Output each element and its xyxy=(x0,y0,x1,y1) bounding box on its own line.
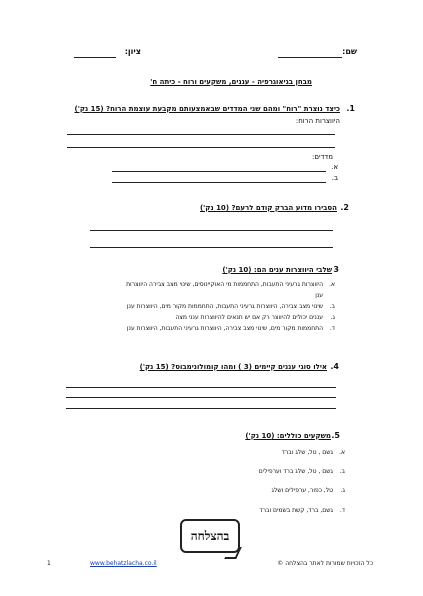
website-link[interactable]: www.behatzlacha.co.il xyxy=(90,560,157,567)
q1-measure-a-line xyxy=(112,171,326,172)
name-label: שם: xyxy=(342,47,357,56)
q2-answer-line xyxy=(90,247,333,248)
q1-measure-a-letter: א. xyxy=(331,163,338,171)
q1-answer-line xyxy=(67,134,335,135)
q3-option-c-text: עננים יכולים להיווצר רק אם יש תנאים להיווצרות ענני מצה xyxy=(175,314,323,321)
q5-number: 5. xyxy=(331,431,340,440)
q5-option-c-text: טל, כפור, ערפילים ושלג xyxy=(271,487,333,494)
q1-answer-line xyxy=(67,147,335,148)
q5-option-d-text: גשם, ברד, קשת בשמים וברד xyxy=(259,507,333,514)
q5-option-b-letter: ב. xyxy=(339,468,345,475)
q4-text: אילו סוגי עננים קיימים (3 ) ומהו קומולונימבוס? (15 נק') xyxy=(139,363,327,371)
q3-option-a-continuation: ענן xyxy=(315,292,323,299)
q4-number: 4. xyxy=(330,362,339,371)
grade-label: ציון: xyxy=(124,47,141,56)
q1-number: 1. xyxy=(346,104,355,113)
page-title: מבחן בגיאוגרפיה - עננים, משקעים ורוח - כיתה ח' xyxy=(150,78,312,86)
q4-answer-line xyxy=(66,408,336,409)
q1-measure-b-line xyxy=(112,182,326,183)
q5-option-c-letter: ג. xyxy=(340,487,345,494)
q1-measures-label: מדדים: xyxy=(312,153,333,161)
q5-option-a-text: גשם , טל, שלג וברד xyxy=(281,449,333,456)
q4-answer-line xyxy=(66,397,336,398)
logo-text: בהצלחה xyxy=(190,528,230,543)
q5-option-b-text: גשם , טל, שלג ברד וערפילים xyxy=(258,468,333,475)
q3-option-c-letter: ג. xyxy=(330,314,335,321)
q2-answer-line xyxy=(90,230,333,231)
copyright-text: כל הזכויות שמורות לאתר בהצלחה © xyxy=(277,560,373,567)
q1-text: כיצד נוצרת "רוח" ומהם שני המדדים שבאמצעותם מקבעת עוצמת הרוח? (15 נק') xyxy=(74,105,340,113)
q3-text: שלבי היווצרות ענים הם: (10 נק') xyxy=(222,266,332,274)
q3-option-a-letter: א. xyxy=(329,281,335,288)
q2-text: הסבירו מדוע הברק קודם לרעם? (10 נק') xyxy=(199,204,337,212)
q3-option-b-letter: ב. xyxy=(329,303,335,310)
page-number: 1 xyxy=(47,560,51,567)
q3-option-b-text: שינוי מצב צבירה, היווצרות גרעיני התעבות, התחממות מקור מים, היווצרות ענן xyxy=(126,303,323,310)
q2-number: 2. xyxy=(340,203,349,212)
grade-line xyxy=(74,57,116,58)
name-line xyxy=(278,57,342,58)
q3-option-d-text: התחממות מקור מים, שינוי מצב צבירה, היווצרות גרעיני התעבות, היווצרות ענן xyxy=(126,325,323,332)
behatzlacha-logo xyxy=(180,519,240,553)
q3-option-d-letter: ד. xyxy=(329,325,335,332)
q5-option-a-letter: א. xyxy=(339,449,345,456)
q5-text: משקעים כוללים: (10 נק') xyxy=(245,432,331,440)
q4-answer-line xyxy=(66,387,336,388)
q1-measure-b-letter: ב. xyxy=(331,174,338,182)
q5-option-d-letter: ד. xyxy=(339,507,345,514)
q3-option-a-text: היווצרות גרעיני התעבות, התחממות מי האוקיינוסים, שינוי מצב צבירה היווצרות xyxy=(126,281,323,288)
q3-number: 3 xyxy=(333,265,339,274)
q1-formation-label: היווצרות הרוח: xyxy=(295,117,340,125)
